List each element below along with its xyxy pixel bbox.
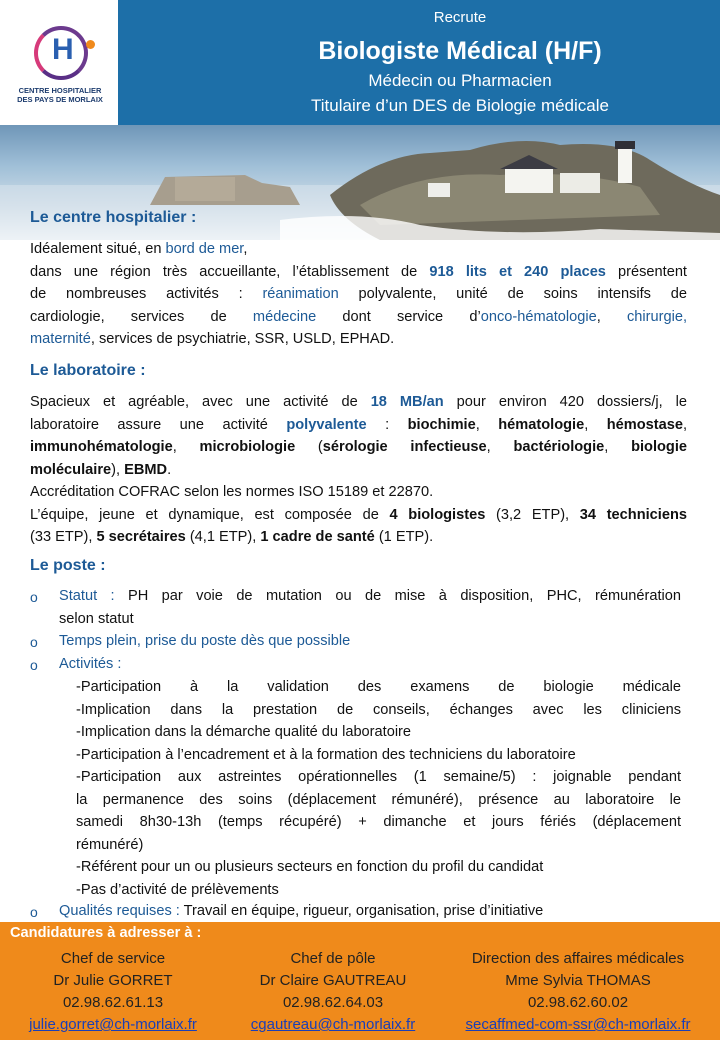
qualites-item: Qualités requises : Travail en équipe, rigueur, organisation, prise d’initiative — [59, 903, 544, 919]
list-item: -Participation à l’encadrement et à la formation des techniciens du laboratoire — [76, 746, 576, 763]
labo-paragraph: Spacieux et agréable, avec une activité de 18 MB/an pour environ 420 dossiers/j, le laboratoire assure une activité polyvalente : biochimie, hématologie, hémostase, immunohématologie, microbiologie (sérologie infectieuse, bactériologie, biologie moléculaire), EBMD. Accréditation COFRAC selon les normes ISO 15189 et 22870. L’équipe, jeune et dynamique, est composée de 4 biologistes (3,2 ETP), 34 techniciens (33 ETP), 5 secrétaires (4,1 ETP), 1 cadre de santé (1 ETP). — [30, 394, 688, 545]
logo-h-icon: H — [52, 33, 74, 66]
activites-list — [76, 676, 681, 901]
recrute-label: Recrute — [433, 9, 487, 26]
contact-chef-pole: Chef de pôle Dr Claire GAUTREAU 02.98.62.64.03 cgautreau@ch-morlaix.fr — [228, 948, 438, 1036]
list-item: -Implication dans la démarche qualité du laboratoire — [76, 724, 412, 740]
activites-label: Activités : — [59, 656, 122, 672]
header-banner — [0, 0, 720, 125]
list-item: la permanence des soins (déplacement rémunéré), présence au laboratoire le — [76, 791, 681, 808]
job-title: Biologiste Médical (H/F) — [318, 37, 602, 65]
list-item: -Participation à la validation des examens de biologie médicale — [76, 679, 681, 695]
section-heading-labo: Le laboratoire : — [30, 362, 146, 379]
centre-paragraph: Idéalement situé, en bord de mer, dans une région très accueillante, l’établissement de 918 lits et 240 places présentent de nombreuses activités : réanimation polyvalente, unité de soins intensifs de cardiologie, services de médecine dont service d’onco-hématologie, chirurgie, maternité, services de psychiatrie, SSR, USLD, EPHAD. — [30, 241, 688, 347]
contact-footer — [0, 922, 720, 1040]
logo-text: CENTRE HOSPITALIER DES PAYS DE MORLAIX — [17, 86, 103, 104]
email-link[interactable]: julie.gorret@ch-morlaix.fr — [29, 1016, 197, 1033]
statut-item: Statut : PH par voie de mutation ou de mise à disposition, PHC, rémunération selon statut — [59, 588, 681, 627]
contact-direction: Direction des affaires médicales Mme Sylvia THOMAS 02.98.62.60.02 secaffmed-com-ssr@ch-morlaix.fr — [442, 948, 714, 1036]
bullet-icon: o — [30, 657, 38, 673]
list-item: -Référent pour un ou plusieurs secteurs en fonction du profil du candidat — [76, 859, 544, 875]
list-item: rémunéré) — [76, 836, 144, 853]
job-subtitle-1: Médecin ou Pharmacien — [368, 71, 552, 90]
list-item: -Pas d’activité de prélèvements — [76, 881, 279, 898]
temps-item: Temps plein, prise du poste dès que possible — [59, 633, 351, 649]
email-link[interactable]: cgautreau@ch-morlaix.fr — [250, 1016, 416, 1033]
list-item: -Implication dans la prestation de conseils, échanges avec les cliniciens — [76, 701, 681, 718]
hospital-logo — [0, 0, 118, 125]
section-heading-poste: Le poste : — [30, 557, 106, 574]
bullet-icon: o — [30, 904, 38, 920]
bullet-icon: o — [30, 589, 38, 605]
section-heading-centre: Le centre hospitalier : — [30, 209, 197, 226]
bullet-icon: o — [30, 634, 38, 650]
job-subtitle-2: Titulaire d’un DES de Biologie médicale — [311, 96, 609, 115]
logo-dot-icon — [86, 40, 95, 49]
list-item: samedi 8h30-13h (temps récupéré) + dimanche et jours fériés (déplacement — [76, 814, 681, 830]
footer-title: Candidatures à adresser à : — [10, 925, 202, 941]
contact-chef-service: Chef de service Dr Julie GORRET 02.98.62.61.13 julie.gorret@ch-morlaix.fr — [8, 948, 218, 1036]
list-item: -Participation aux astreintes opérationnelles (1 semaine/5) : joignable pendant — [76, 769, 681, 785]
email-link[interactable]: secaffmed-com-ssr@ch-morlaix.fr — [465, 1016, 691, 1033]
